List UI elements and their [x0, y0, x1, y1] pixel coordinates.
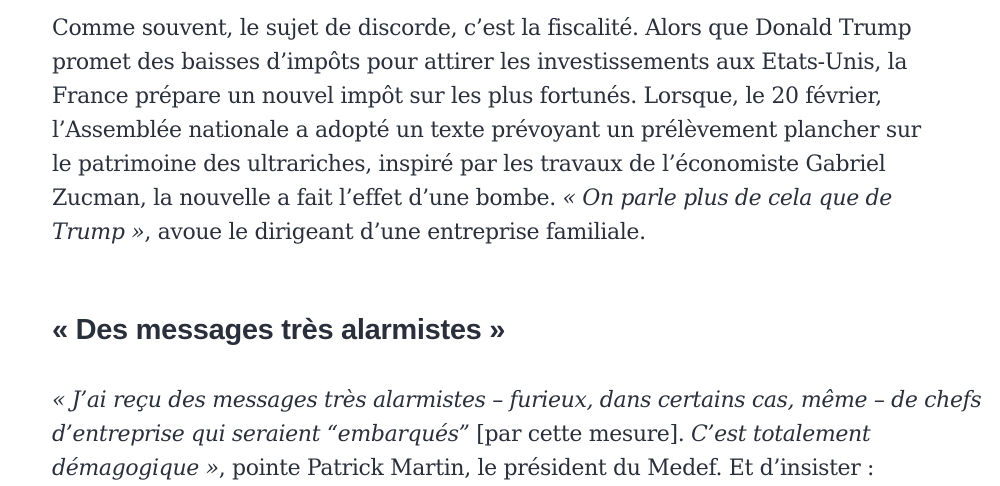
paragraph-line: Comme souvent, le sujet de discorde, c’est la fiscalité. Alors que Donald Trump: [52, 16, 912, 41]
article-paragraph: [52, 384, 981, 486]
paragraph-line: [52, 182, 921, 216]
paragraph-text: Zucman, la nouvelle a fait l’effet d’une bombe.: [52, 186, 563, 211]
paragraph-line: [52, 384, 981, 418]
quote-text: C’est totalement: [691, 422, 871, 447]
quote-text: démagogique »: [52, 456, 219, 481]
paragraph-line: [52, 452, 981, 486]
quote-text: « On parle plus de cela que de: [562, 186, 892, 211]
paragraph-line: promet des baisses d’impôts pour attirer les investissements aux Etats-Unis, la: [52, 50, 908, 75]
paragraph-line: France prépare un nouvel impôt sur les plus fortunés. Lorsque, le 20 février,: [52, 84, 882, 109]
paragraph-line: le patrimoine des ultrariches, inspiré par les travaux de l’économiste Gabriel: [52, 152, 886, 177]
quote-text: Trump »: [52, 220, 145, 245]
paragraph-text: , avoue le dirigeant d’une entreprise familiale.: [144, 220, 646, 245]
bracket-text: [par cette mesure].: [469, 422, 691, 447]
section-heading: « Des messages très alarmistes »: [52, 314, 506, 346]
quote-text: d’entreprise qui seraient “embarqués”: [52, 422, 470, 447]
paragraph-text: , pointe Patrick Martin, le président du Medef. Et d’insister :: [218, 456, 875, 481]
paragraph-line: [52, 418, 981, 452]
paragraph-line: [52, 216, 921, 250]
article-paragraph: [52, 12, 921, 250]
quote-text: « J’ai reçu des messages très alarmistes – furieux, dans certains cas, même – de chefs: [52, 388, 982, 413]
paragraph-line: l’Assemblée nationale a adopté un texte prévoyant un prélèvement plancher sur: [52, 118, 921, 143]
